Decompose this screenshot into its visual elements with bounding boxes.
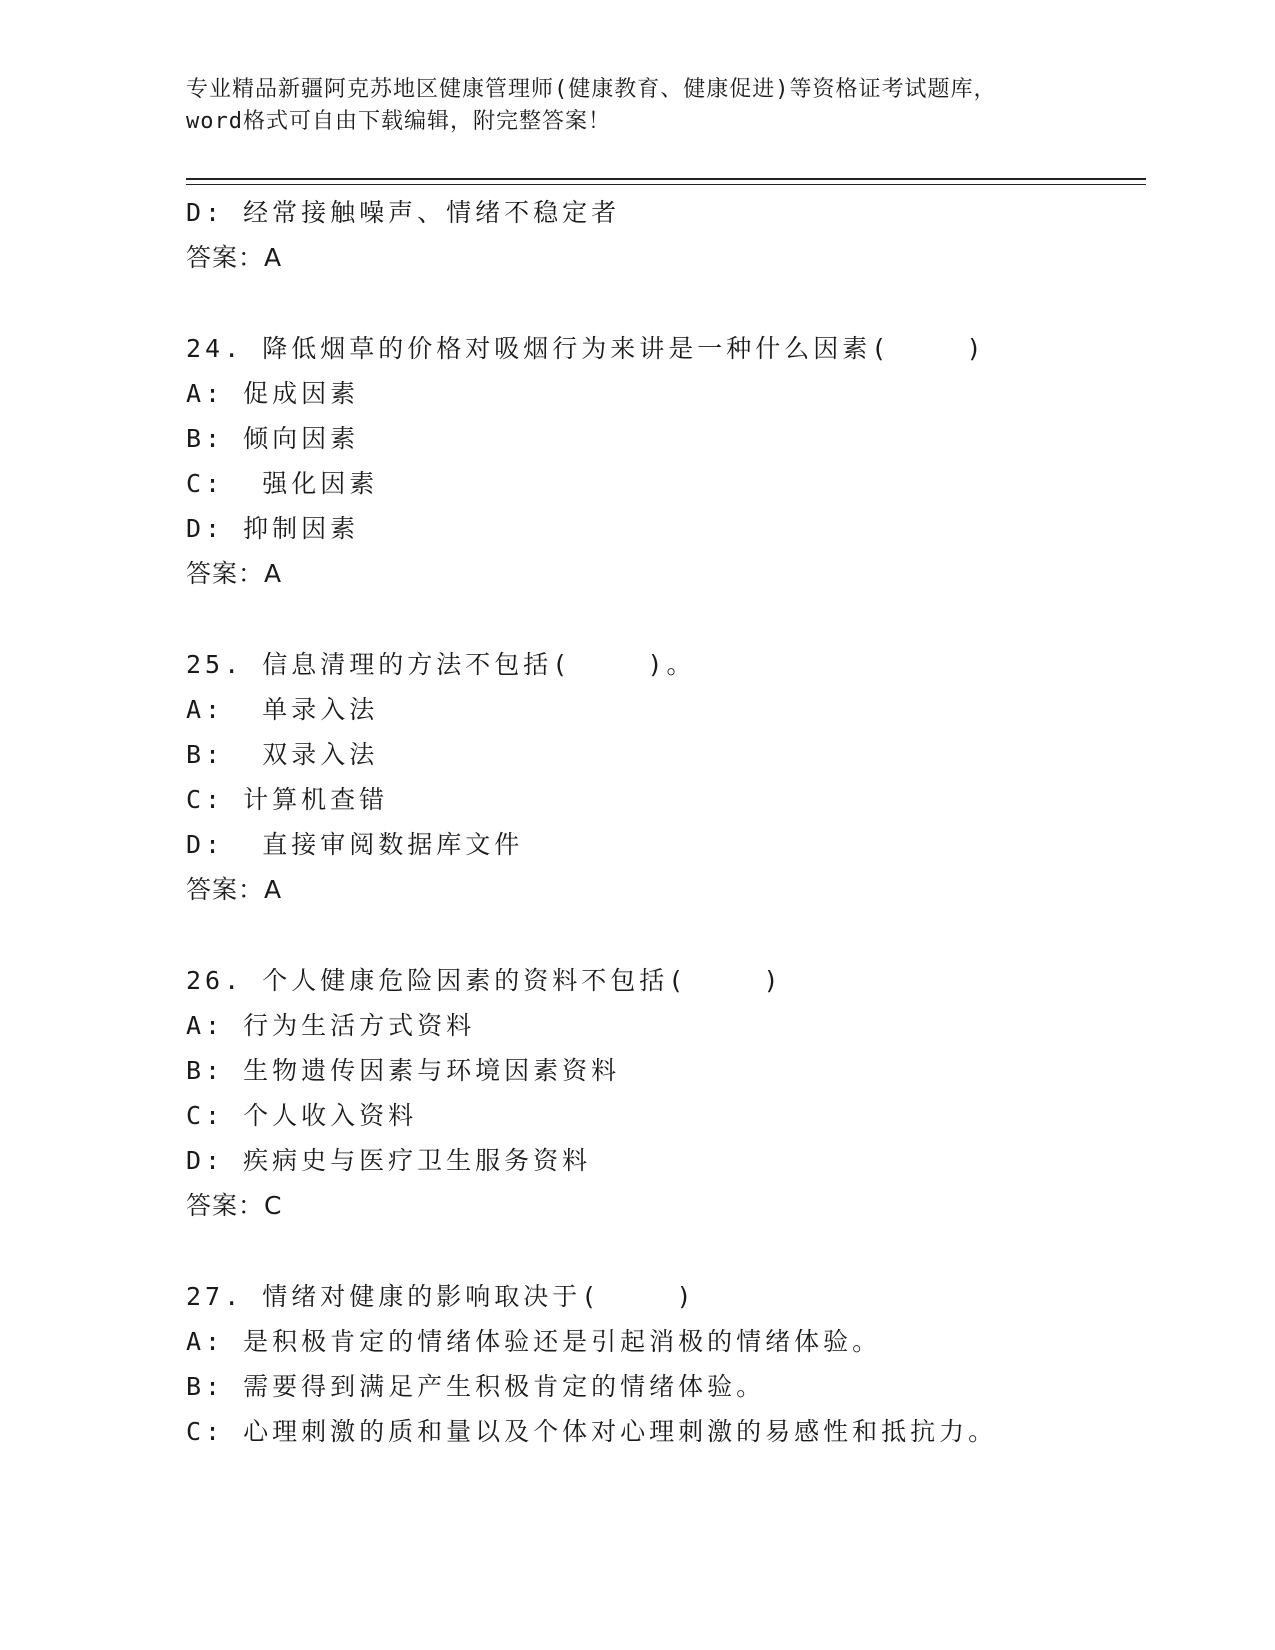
- question-25-option-a: A: 单录入法: [186, 695, 379, 724]
- question-24-option-b: B: 倾向因素: [186, 424, 360, 453]
- question-24-answer: 答案：A: [186, 559, 283, 588]
- question-25-option-c: C: 计算机查错: [186, 785, 389, 814]
- header-line-1: 专业精品新疆阿克苏地区健康管理师(健康教育、健康促进)等资格证考试题库，: [186, 77, 997, 102]
- question-27-option-a: A: 是积极肯定的情绪体验还是引起消极的情绪体验。: [186, 1327, 882, 1356]
- question-26-option-b: B: 生物遗传因素与环境因素资料: [186, 1056, 621, 1085]
- question-26-option-d: D: 疾病史与医疗卫生服务资料: [186, 1146, 592, 1175]
- question-27-option-c: C: 心理刺激的质和量以及个体对心理刺激的易感性和抵抗力。: [186, 1417, 998, 1446]
- question-25-option-b: B: 双录入法: [186, 740, 379, 769]
- question-27-option-b: B: 需要得到满足产生积极肯定的情绪体验。: [186, 1372, 766, 1401]
- question-26-answer: 答案：C: [186, 1191, 283, 1220]
- question-24-option-d: D: 抑制因素: [186, 514, 360, 543]
- question-25-stem: 25. 信息清理的方法不包括( )。: [186, 650, 696, 679]
- question-24-option-c: C: 强化因素: [186, 469, 379, 498]
- document-header: [186, 74, 1146, 138]
- question-26-stem: 26. 个人健康危险因素的资料不包括( ): [186, 966, 783, 995]
- question-26-option-a: A: 行为生活方式资料: [186, 1011, 476, 1040]
- question-27-stem: 27. 情绪对健康的影响取决于( ): [186, 1282, 696, 1311]
- prev-option-d: D: 经常接触噪声、情绪不稳定者: [186, 198, 621, 227]
- question-24-stem: 24. 降低烟草的价格对吸烟行为来讲是一种什么因素( ): [186, 334, 986, 363]
- question-25-answer: 答案：A: [186, 875, 283, 904]
- question-list: [186, 190, 1146, 1454]
- document-page: [186, 0, 1146, 1650]
- prev-answer: 答案：A: [186, 243, 283, 272]
- question-26-option-c: C: 个人收入资料: [186, 1101, 418, 1130]
- question-25-option-d: D: 直接审阅数据库文件: [186, 830, 524, 859]
- question-24-option-a: A: 促成因素: [186, 379, 360, 408]
- header-divider: [186, 178, 1146, 185]
- header-line-2: word格式可自由下载编辑，附完整答案！: [186, 109, 611, 134]
